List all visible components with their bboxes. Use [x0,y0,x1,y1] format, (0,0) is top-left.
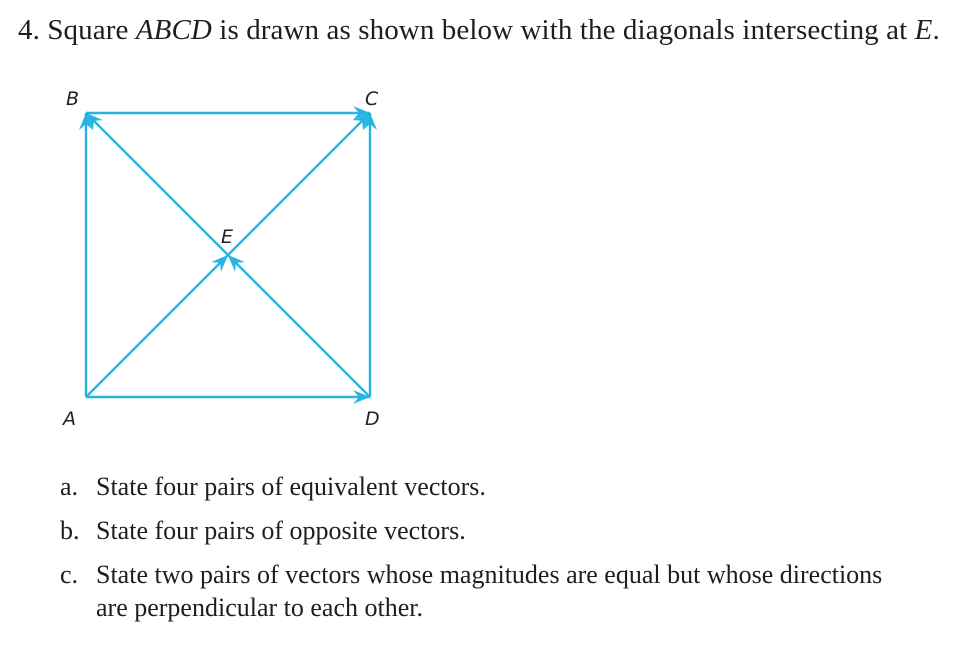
part-text: State four pairs of opposite vectors. [96,516,466,545]
segment-de [228,255,370,397]
square-name: ABCD [135,14,212,46]
part-letter: a. [60,472,79,501]
question-text-middle: is drawn as shown below with the diagonals intersecting at [219,14,908,46]
part-c [60,558,896,624]
label-a: A [63,408,76,430]
question-text-end: . [932,14,940,46]
part-b [60,514,896,547]
label-e: E [221,226,234,248]
part-text: State four pairs of equivalent vectors. [96,472,486,501]
segment-eb [86,113,228,255]
segment-ec [228,113,370,255]
label-d: D [365,408,380,430]
part-letter: b. [60,516,80,545]
segment-ae [86,255,228,397]
label-b: B [66,88,80,110]
part-a [60,470,896,503]
label-c: C [365,88,379,110]
intersection-point-name: E [914,14,933,46]
part-text: State two pairs of vectors whose magnitudes are equal but whose directions are perpendicular to each other. [96,560,883,622]
part-letter: c. [60,560,79,589]
question-number: 4. [18,14,40,46]
question-parts [60,470,896,635]
question-text-before: Square [47,14,129,46]
